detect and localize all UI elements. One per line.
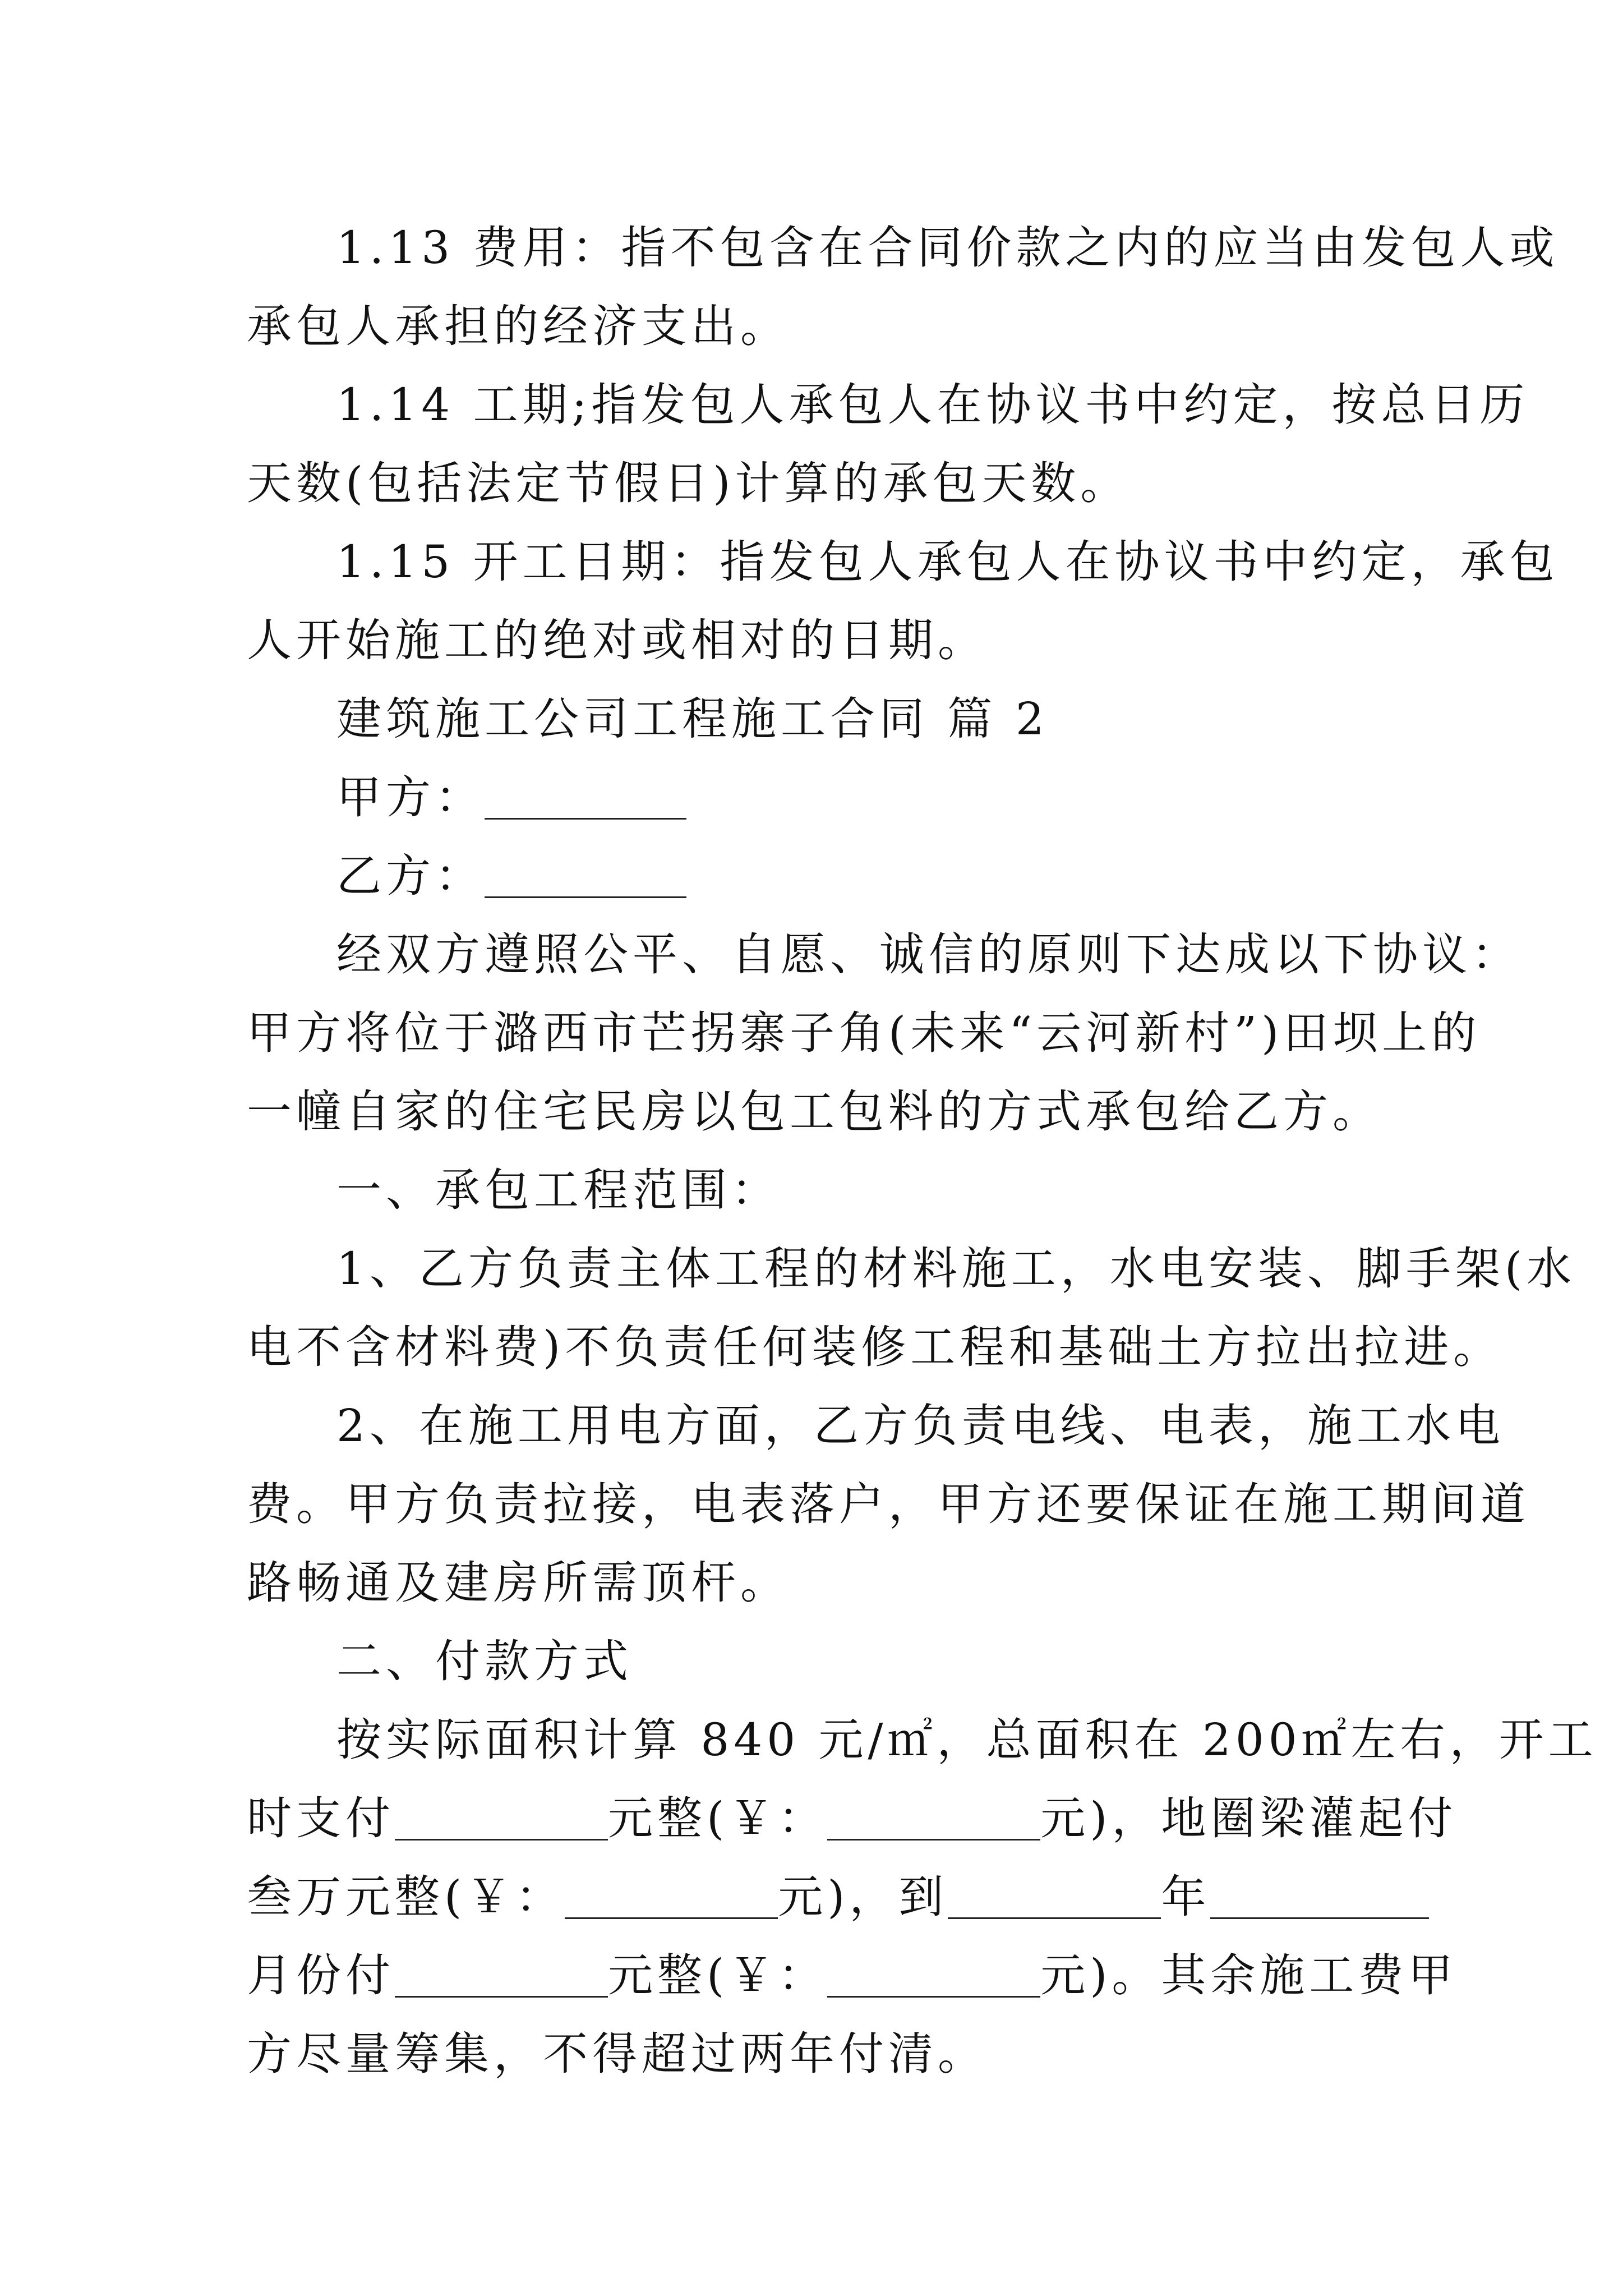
amount-blank [565, 1884, 778, 1919]
year-blank [948, 1884, 1161, 1919]
amount-blank [827, 1962, 1040, 1998]
payment-text: 元整(￥： [608, 1949, 828, 2001]
payment-line-1: 按实际面积计算 840 元/㎡，总面积在 200㎡左右，开工 [336, 1714, 1598, 1766]
payment-text: 叁万元整(￥： [247, 1871, 565, 1923]
amount-blank [395, 1805, 608, 1841]
payment-text: 元)，地圈梁灌起付 [1040, 1792, 1458, 1844]
payment-text: 元)。其余施工费甲 [1040, 1949, 1458, 2001]
scope-item-1-line-2: 电不含材料费)不负责任何装修工程和基础土方拉出拉进。 [247, 1321, 1503, 1373]
party-a-label: 甲方： [336, 771, 485, 823]
payment-line-5: 方尽量筹集，不得超过两年付清。 [247, 2028, 987, 2080]
party-a-blank [485, 784, 686, 820]
clause-1-15-line-2: 人开始施工的绝对或相对的日期。 [247, 614, 987, 666]
payment-text: 时支付 [247, 1792, 395, 1844]
scope-item-1-line-1: 1、乙方负责主体工程的材料施工，水电安装、脚手架(水 [336, 1243, 1576, 1295]
clause-1-14-line-2: 天数(包括法定节假日)计算的承包天数。 [247, 457, 1130, 509]
amount-blank [395, 1962, 608, 1998]
scope-item-2-line-1: 2、在施工用电方面，乙方负责电线、电表，施工水电 [336, 1400, 1505, 1452]
payment-heading: 二、付款方式 [336, 1635, 633, 1687]
party-b-label: 乙方： [336, 850, 485, 902]
intro-line-3: 一幢自家的住宅民房以包工包料的方式承包给乙方。 [247, 1085, 1382, 1138]
party-a-row [247, 758, 1385, 837]
party-b-row [247, 837, 1385, 915]
payment-text: 年 [1161, 1871, 1211, 1923]
document-body [247, 209, 1598, 2093]
section-heading: 建筑施工公司工程施工合同 篇 2 [336, 693, 1049, 745]
intro-line-1: 经双方遵照公平、自愿、诚信的原则下达成以下协议： [336, 928, 1521, 981]
payment-text: 月份付 [247, 1949, 395, 2001]
payment-line-2 [247, 1779, 1458, 1858]
clause-1-13-line-2: 承包人承担的经济支出。 [247, 300, 790, 352]
scope-heading: 一、承包工程范围： [336, 1164, 781, 1216]
clause-1-15-line-1: 1.15 开工日期：指发包人承包人在协议书中约定，承包 [336, 536, 1559, 588]
payment-line-3 [247, 1858, 1385, 1936]
month-blank [1210, 1884, 1429, 1919]
scope-item-2-line-3: 路畅通及建房所需顶杆。 [247, 1557, 790, 1609]
clause-1-13-line-1: 1.13 费用：指不包含在合同价款之内的应当由发包人或 [336, 222, 1559, 274]
payment-line-4 [247, 1936, 1458, 2015]
scope-item-2-line-2: 费。甲方负责拉接，电表落户，甲方还要保证在施工期间道 [247, 1478, 1530, 1530]
amount-blank [827, 1805, 1040, 1841]
party-b-blank [485, 863, 686, 898]
clause-1-14-line-1: 1.14 工期;指发包人承包人在协议书中约定，按总日历 [336, 379, 1529, 431]
intro-line-2: 甲方将位于潞西市芒拐寨子角(未来“云河新村”)田坝上的 [247, 1007, 1481, 1059]
payment-text: 元)，到 [778, 1871, 948, 1923]
payment-text: 元整(￥： [608, 1792, 828, 1844]
